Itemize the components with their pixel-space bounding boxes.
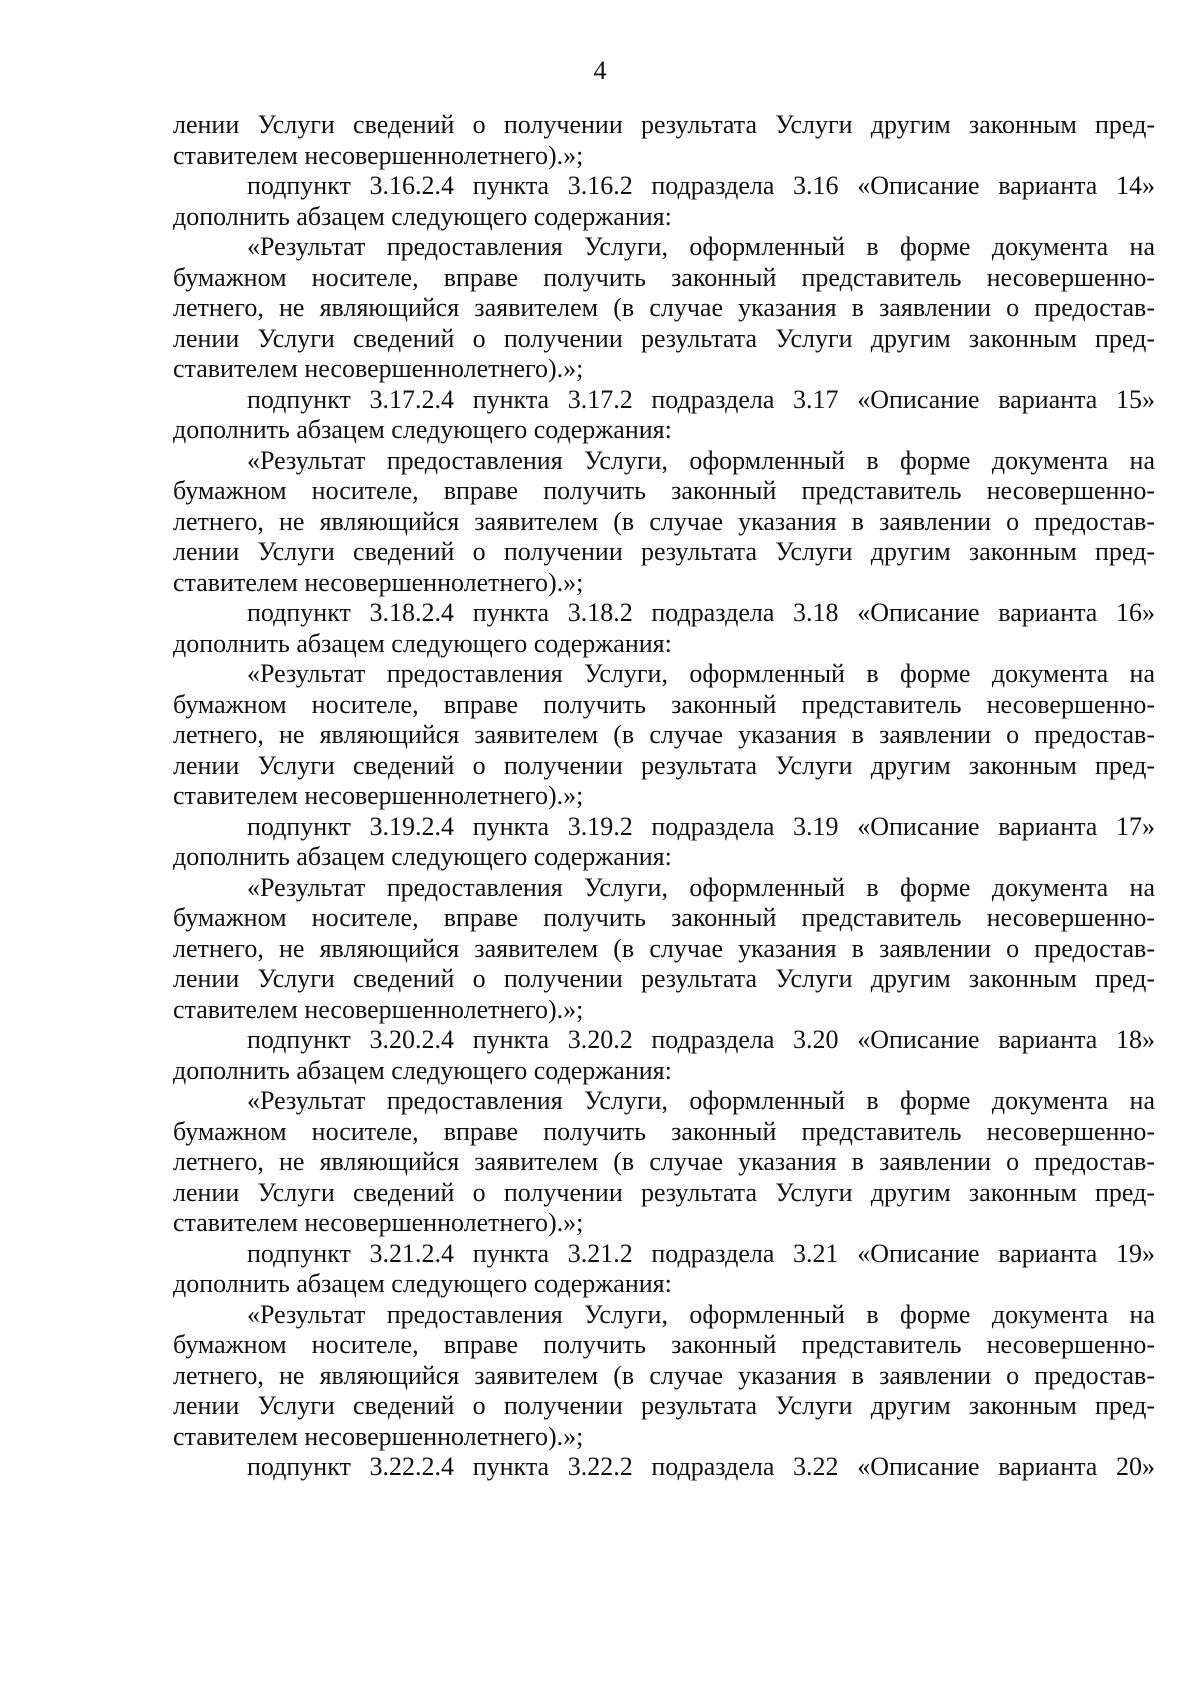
paragraph-first-line: подпункт 3.19.2.4 пункта 3.19.2 подраздела 3.19 «Описание варианта 17» [247, 811, 1155, 841]
text-line: летнего, не являющийся заявителем (в случае указания в заявлении о предостав- [173, 720, 1155, 749]
text-line: летнего, не являющийся заявителем (в случае указания в заявлении о предостав- [173, 1147, 1155, 1176]
text-line: дополнить абзацем следующего содержания: [173, 415, 672, 444]
text-line: летнего, не являющийся заявителем (в случае указания в заявлении о предостав- [173, 506, 1155, 536]
paragraph-first-line: «Результат предоставления Услуги, оформленный в форме документа на [247, 1299, 1155, 1329]
text-line: летнего, не являющийся заявителем (в случае указания в заявлении о предостав- [173, 1360, 1155, 1390]
text-line: бумажном носителе, вправе получить законный представитель несовершенно- [173, 262, 1155, 292]
paragraph-first-line: подпункт 3.21.2.4 пункта 3.21.2 подраздела 3.21 «Описание варианта 19» [247, 1238, 1155, 1268]
paragraph-first-line: подпункт 3.18.2.4 пункта 3.18.2 подраздела 3.18 «Описание варианта 16» [247, 598, 1155, 627]
paragraph-first-line: «Результат предоставления Услуги, оформленный в форме документа на [247, 445, 1155, 475]
text-line: дополнить абзацем следующего содержания: [173, 201, 672, 231]
text-line: лении Услуги сведений о получении результата Услуги другим законным пред- [173, 750, 1155, 780]
text-line: бумажном носителе, вправе получить законный представитель несовершенно- [173, 1330, 1155, 1359]
text-line: бумажном носителе, вправе получить законный представитель несовершенно- [173, 476, 1155, 505]
paragraph-first-line: подпункт 3.20.2.4 пункта 3.20.2 подраздела 3.20 «Описание варианта 18» [247, 1025, 1155, 1054]
text-line: бумажном носителе, вправе получить законный представитель несовершенно- [173, 903, 1155, 932]
text-line: лении Услуги сведений о получении результата Услуги другим законным пред- [173, 964, 1155, 993]
text-line: ставителем несовершеннолетнего).»; [173, 354, 584, 383]
text-line: ставителем несовершеннолетнего).»; [173, 1208, 584, 1237]
paragraph-first-line: «Результат предоставления Услуги, оформленный в форме документа на [247, 659, 1155, 688]
text-line: лении Услуги сведений о получении результата Услуги другим законным пред- [173, 537, 1155, 566]
text-line: дополнить абзацем следующего содержания: [173, 1269, 672, 1298]
paragraph-first-line: «Результат предоставления Услуги, оформленный в форме документа на [247, 232, 1155, 261]
paragraph-first-line: подпункт 3.22.2.4 пункта 3.22.2 подраздела 3.22 «Описание варианта 20» [247, 1452, 1155, 1481]
text-line: ставителем несовершеннолетнего).»; [173, 140, 584, 170]
text-line: дополнить абзацем следующего содержания: [173, 628, 672, 658]
text-line: лении Услуги сведений о получении результата Услуги другим законным пред- [173, 1391, 1155, 1420]
document-body [173, 110, 1155, 1483]
text-line: ставителем несовершеннолетнего).»; [173, 994, 584, 1024]
text-line: дополнить абзацем следующего содержания: [173, 842, 672, 871]
text-line: ставителем несовершеннолетнего).»; [173, 567, 584, 597]
text-line: ставителем несовершеннолетнего).»; [173, 781, 584, 810]
paragraph-first-line: «Результат предоставления Услуги, оформленный в форме документа на [247, 872, 1155, 902]
paragraph-first-line: подпункт 3.16.2.4 пункта 3.16.2 подраздела 3.16 «Описание варианта 14» [247, 171, 1155, 200]
text-line: летнего, не являющийся заявителем (в случае указания в заявлении о предостав- [173, 293, 1155, 322]
text-line: лении Услуги сведений о получении результата Услуги другим законным пред- [173, 110, 1155, 139]
text-line: бумажном носителе, вправе получить законный представитель несовершенно- [173, 689, 1155, 719]
text-line: летнего, не являющийся заявителем (в случае указания в заявлении о предостав- [173, 933, 1155, 963]
text-line: лении Услуги сведений о получении результата Услуги другим законным пред- [173, 323, 1155, 353]
text-line: лении Услуги сведений о получении результата Услуги другим законным пред- [173, 1177, 1155, 1207]
page-number: 4 [593, 56, 607, 85]
text-line: ставителем несовершеннолетнего).»; [173, 1421, 584, 1451]
text-line: дополнить абзацем следующего содержания: [173, 1055, 672, 1085]
text-line: бумажном носителе, вправе получить законный представитель несовершенно- [173, 1116, 1155, 1146]
paragraph-first-line: «Результат предоставления Услуги, оформленный в форме документа на [247, 1086, 1155, 1115]
paragraph-first-line: подпункт 3.17.2.4 пункта 3.17.2 подраздела 3.17 «Описание варианта 15» [247, 384, 1155, 414]
